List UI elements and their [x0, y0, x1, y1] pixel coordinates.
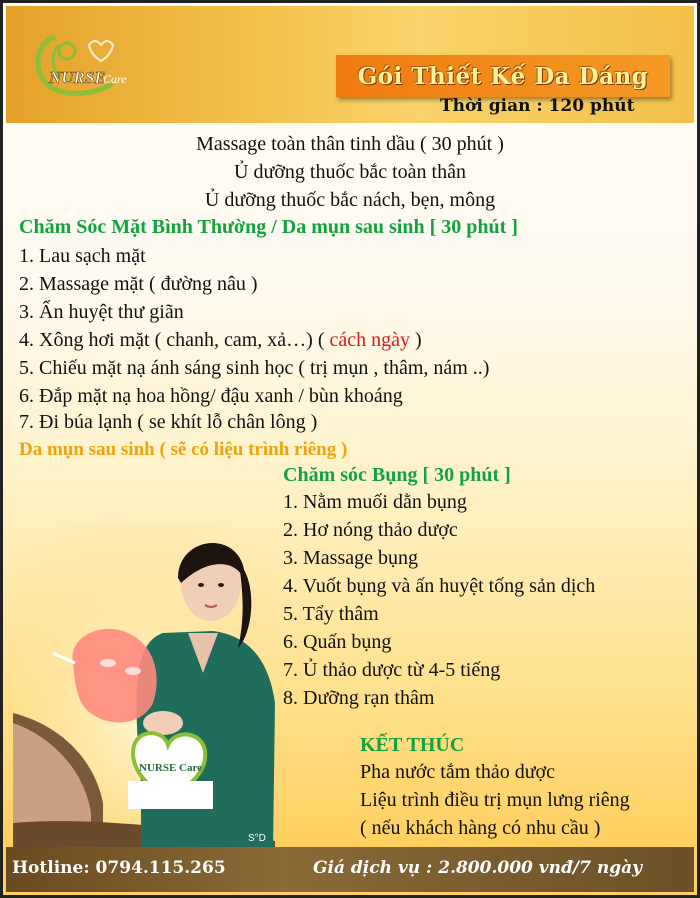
belly-item-5: 5. Tẩy thâm — [283, 603, 379, 625]
body-service-3: Ủ dưỡng thuốc bắc nách, bẹn, mông — [204, 189, 496, 211]
face-item-6: 6. Đắp mặt nạ hoa hồng/ đậu xanh / bùn khoáng — [19, 385, 403, 407]
belly-care-heading: Chăm sóc Bụng [ 30 phút ] — [283, 464, 511, 486]
body-service-1: Massage toàn thân tinh dầu ( 30 phút ) — [196, 133, 504, 155]
nurse-care-logo — [25, 25, 137, 103]
body-service-2: Ủ dưỡng thuốc bắc toàn thân — [234, 161, 466, 183]
face-item-4-end: ) — [415, 329, 422, 351]
title-banner — [336, 55, 670, 97]
face-item-7: 7. Đi búa lạnh ( se khít lỗ chân lông ) — [19, 411, 318, 433]
spa-photo — [13, 523, 275, 853]
belly-item-1: 1. Nằm muối dằn bụng — [283, 491, 467, 513]
face-care-heading: Chăm Sóc Mặt Bình Thường / Da mụn sau sinh [ 30 phút ] — [19, 216, 518, 238]
face-item-4-highlight: cách ngày — [329, 329, 411, 351]
finish-item-3: ( nếu khách hàng có nhu cầu ) — [360, 817, 601, 839]
acne-note: Da mụn sau sinh ( sẽ có liệu trình riêng ) — [19, 439, 348, 460]
photo-watermark: S°D — [248, 833, 266, 844]
face-item-2: 2. Massage mặt ( đường nâu ) — [19, 273, 258, 295]
sign-text: NURSE Care — [139, 762, 203, 774]
finish-item-1: Pha nước tắm thảo dược — [360, 761, 556, 783]
belly-item-8: 8. Dưỡng rạn thâm — [283, 687, 435, 709]
belly-item-3: 3. Massage bụng — [283, 547, 418, 569]
finish-item-2: Liệu trình điều trị mụn lưng riêng — [360, 789, 630, 811]
face-item-4-text: 4. Xông hơi mặt ( chanh, cam, xả…) ( — [19, 329, 325, 351]
page-title: Gói Thiết Kế Da Dáng — [357, 62, 649, 90]
hotline-text: Hotline: 0794.115.265 — [12, 858, 226, 878]
svg-text:NURSE: NURSE — [49, 68, 106, 87]
duration-text: Thời gian : 120 phút — [440, 96, 635, 116]
belly-item-4: 4. Vuốt bụng và ấn huyệt tống sản dịch — [283, 575, 596, 597]
face-item-4 — [19, 329, 422, 352]
face-item-1: 1. Lau sạch mặt — [19, 245, 146, 267]
finish-heading: KẾT THÚC — [360, 734, 465, 756]
svg-text:Care: Care — [103, 72, 127, 86]
belly-item-6: 6. Quấn bụng — [283, 631, 392, 653]
belly-item-2: 2. Hơ nóng thảo dược — [283, 519, 458, 541]
price-text: Giá dịch vụ : 2.800.000 vnđ/7 ngày — [313, 858, 643, 878]
face-item-5: 5. Chiếu mặt nạ ánh sáng sinh học ( trị mụn , thâm, nám ..) — [19, 357, 490, 379]
belly-item-7: 7. Ủ thảo dược từ 4-5 tiếng — [283, 659, 501, 681]
face-item-3: 3. Ấn huyệt thư giãn — [19, 301, 184, 323]
